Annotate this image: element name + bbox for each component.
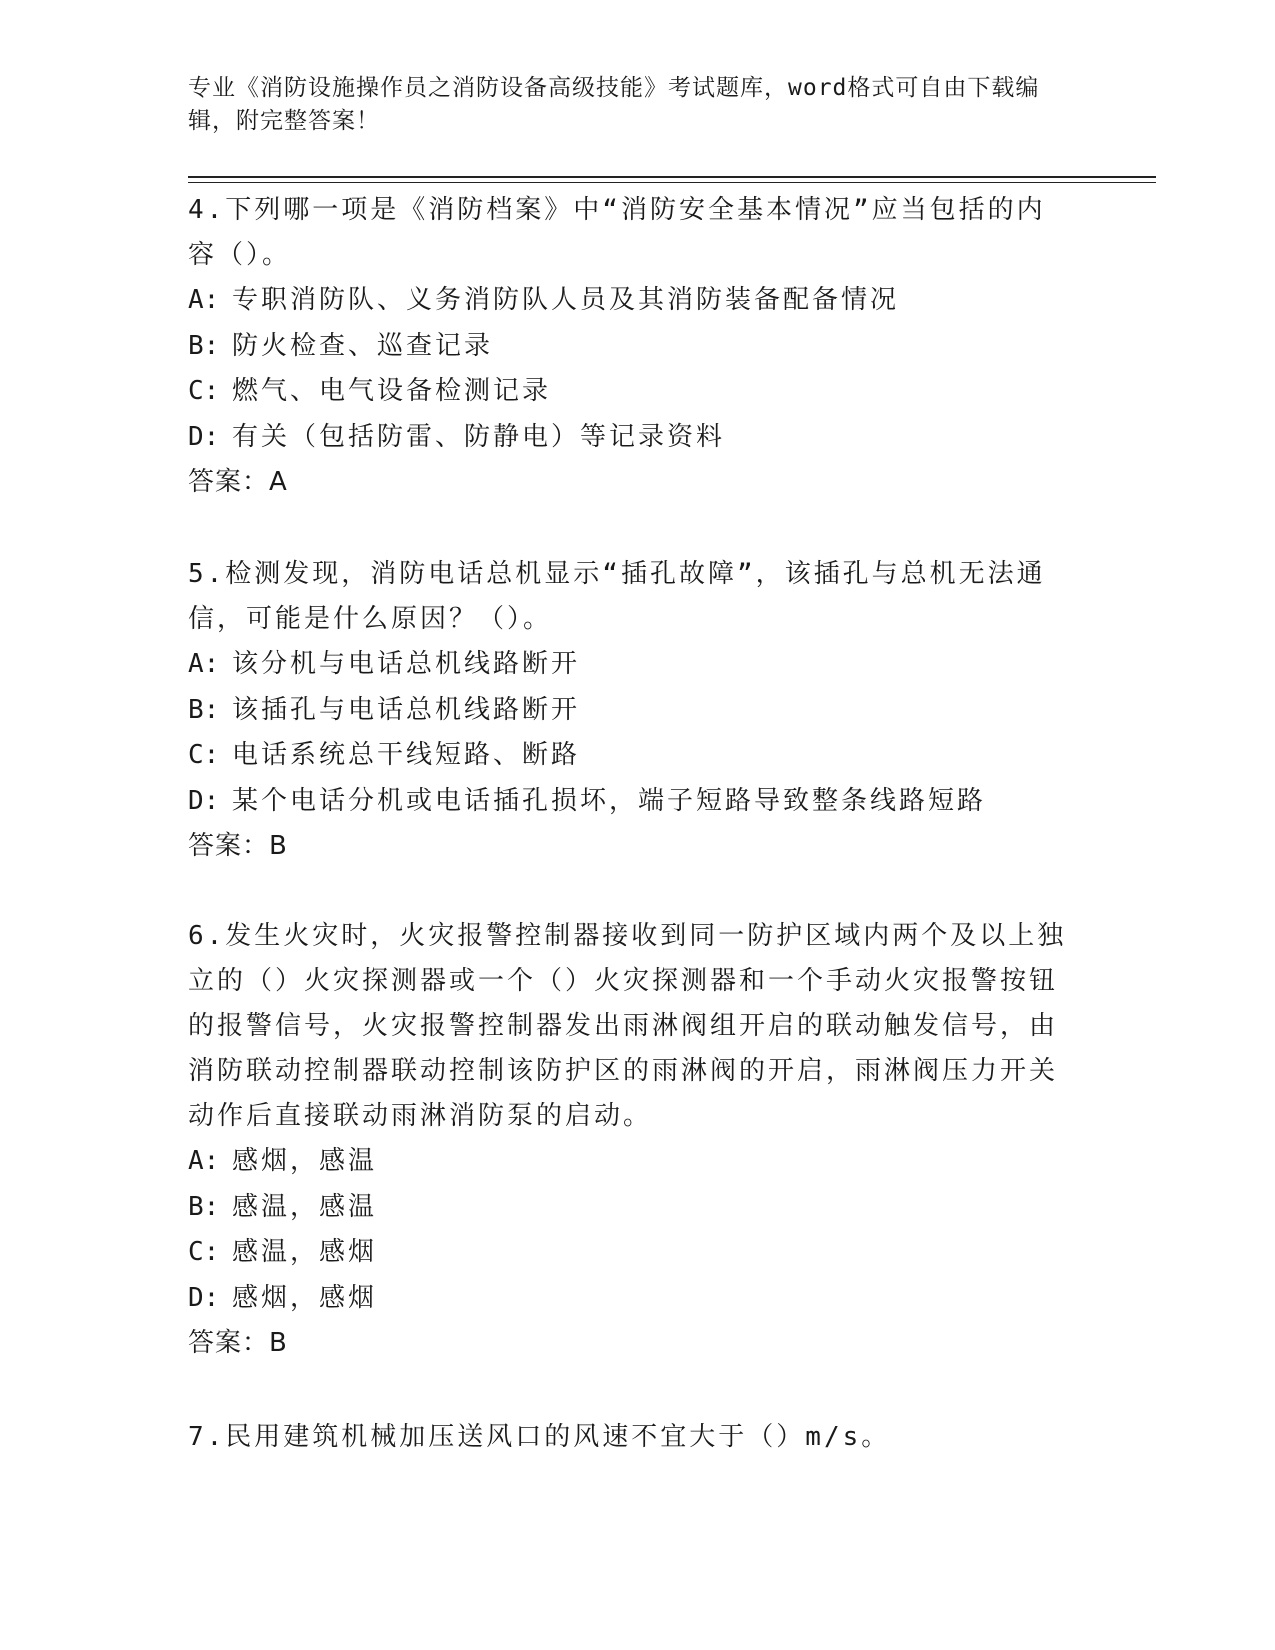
question-6: [188, 914, 1068, 1366]
option-a: [188, 278, 1068, 324]
header-divider: [188, 176, 1156, 178]
option-text: 有关（包括防雷、防静电）等记录资料: [232, 421, 726, 452]
option-a: [188, 642, 1068, 688]
option-letter: B:: [188, 694, 220, 725]
question-stem: 5.检测发现，消防电话总机显示“插孔故障”，该插孔与总机无法通信，可能是什么原因？（）。: [188, 559, 1046, 634]
question-4: [188, 188, 1068, 505]
option-letter: C:: [188, 376, 220, 406]
option-letter: A:: [188, 1146, 220, 1176]
option-c: [188, 369, 1068, 415]
option-text: 某个电话分机或电话插孔损坏，端子短路导致整条线路短路: [232, 785, 987, 816]
option-text: 感温，感烟: [232, 1237, 378, 1267]
option-letter: D:: [188, 1282, 220, 1313]
question-5: [188, 552, 1068, 869]
option-d: [188, 779, 1068, 825]
option-text: 感温，感温: [232, 1191, 378, 1222]
option-b: [188, 324, 1068, 370]
header-divider-thin: [188, 182, 1156, 183]
option-text: 感烟，感温: [232, 1146, 378, 1176]
option-text: 燃气、电气设备检测记录: [232, 376, 552, 406]
option-text: 该插孔与电话总机线路断开: [232, 694, 581, 725]
option-d: [188, 1276, 1068, 1322]
option-text: 防火检查、巡查记录: [232, 330, 494, 361]
question-stem: 7.民用建筑机械加压送风口的风速不宜大于（）m/s。: [188, 1422, 891, 1452]
option-letter: D:: [188, 421, 220, 452]
option-letter: B:: [188, 1191, 220, 1222]
option-b: [188, 688, 1068, 734]
answer-line: 答案：B: [188, 831, 288, 861]
question-stem: 6.发生火灾时，火灾报警控制器接收到同一防护区域内两个及以上独立的（）火灾探测器或一个（）火灾探测器和一个手动火灾报警按钮的报警信号，火灾报警控制器发出雨淋阀组开启的联动触发信号，由消防联动控制器联动控制该防护区的雨淋阀的开启，雨淋阀压力开关动作后直接联动雨淋消防泵的启动。: [188, 921, 1067, 1131]
option-text: 专职消防队、义务消防队人员及其消防装备配备情况: [232, 285, 900, 315]
option-letter: A:: [188, 285, 220, 315]
option-c: [188, 733, 1068, 779]
option-text: 电话系统总干线短路、断路: [232, 740, 581, 770]
header-note: 专业《消防设施操作员之消防设备高级技能》考试题库，word格式可自由下载编辑，附完整答案！: [188, 75, 1040, 134]
option-letter: D:: [188, 785, 220, 816]
answer-line: 答案：B: [188, 1328, 288, 1358]
option-text: 感烟，感烟: [232, 1282, 378, 1313]
option-letter: C:: [188, 740, 220, 770]
option-a: [188, 1139, 1068, 1185]
option-b: [188, 1185, 1068, 1231]
option-letter: B:: [188, 330, 220, 361]
option-letter: A:: [188, 649, 220, 679]
answer-line: 答案：A: [188, 467, 288, 497]
question-7: [188, 1415, 1068, 1460]
option-c: [188, 1230, 1068, 1276]
question-stem: 4.下列哪一项是《消防档案》中“消防安全基本情况”应当包括的内容（）。: [188, 195, 1046, 270]
option-text: 该分机与电话总机线路断开: [232, 649, 581, 679]
option-letter: C:: [188, 1237, 220, 1267]
option-d: [188, 415, 1068, 461]
